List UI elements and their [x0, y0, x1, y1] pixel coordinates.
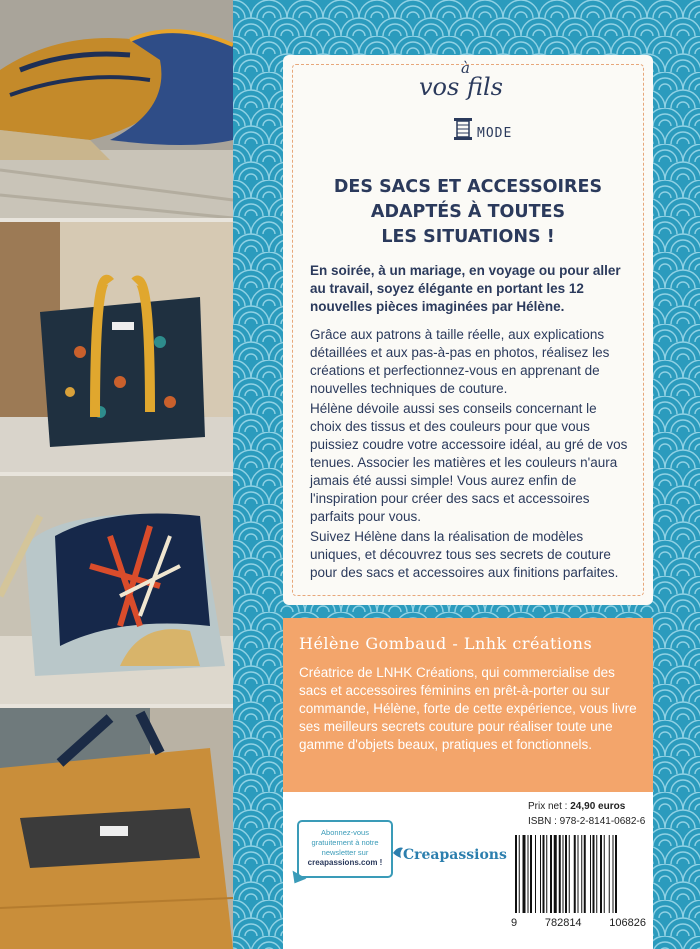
bird-icon: [393, 846, 403, 860]
newsletter-bubble: [297, 820, 393, 878]
newsletter-line1: Abonnez-vous: [321, 828, 369, 837]
price: [528, 801, 625, 812]
newsletter-site: creapassions.com !: [307, 858, 383, 867]
price-label: Prix net :: [528, 801, 571, 812]
photo-saddle-bag: [0, 476, 233, 704]
headline-line2: ADAPTÉS À TOUTES: [370, 202, 566, 222]
photo-clutch: [0, 0, 233, 218]
author-bio: Créatrice de LNHK Créations, qui commercialise des sacs et accessoires féminins en prêt-à-porter ou sur commande, Hélène, forte de cette expérience, vous livre ses meilleurs secrets couture pour réaliser toute une gamme d'objets beaux, pratiques et fonctionnels.: [299, 665, 637, 752]
logo-mode: MODE: [477, 126, 513, 141]
barcode-digits-left: 782814: [544, 917, 582, 929]
back-cover: [233, 0, 700, 949]
logo-a: à: [461, 59, 470, 77]
isbn: ISBN : 978-2-8141-0682-6: [528, 816, 646, 827]
photo-drawstring-bag: [0, 222, 233, 472]
headline-line1: DES SACS ET ACCESSOIRES: [333, 177, 603, 197]
barcode-number: [511, 917, 646, 929]
paragraph-advice: Hélène dévoile aussi ses conseils concernant le choix des tissus et des couleurs pour que vous puissiez coudre votre accessoire idéal, au gré de vos tenues. Associer les matières et les couleurs n'aura jamais été aussi simple! Vous aurez enfin de l'inspiration pour créer des sacs et accessoires parfaits pour vous.: [310, 401, 628, 524]
author-box: [283, 618, 653, 792]
publisher-logo: Creapassions: [403, 847, 507, 863]
logo-script: vos fils: [419, 73, 503, 101]
barcode: [511, 835, 646, 913]
series-logo: [283, 59, 653, 158]
back-footer: [283, 792, 653, 949]
headline-line3: LES SITUATIONS !: [381, 227, 555, 247]
photo-column: [0, 0, 233, 949]
spool-icon: [453, 117, 473, 141]
paragraph-follow: Suivez Hélène dans la réalisation de modèles uniques, et découvrez tous ses secrets de couture pour des sacs et accessoires aux finitions parfaites.: [310, 529, 619, 580]
headline: [308, 175, 628, 250]
price-currency: euros: [595, 801, 626, 812]
barcode-digits-right: 106826: [609, 917, 646, 929]
newsletter-line2: gratuitement à notre: [311, 838, 379, 847]
text-card: [283, 55, 653, 605]
photo-corduroy-bag: [0, 708, 233, 949]
price-value: 24,90: [570, 801, 596, 812]
newsletter-line3: newsletter sur: [321, 848, 369, 857]
author-name: Hélène Gombaud - Lnhk créations: [299, 634, 593, 653]
barcode-digit-lead: 9: [511, 917, 518, 929]
intro-paragraph: En soirée, à un mariage, en voyage ou pour aller au travail, soyez élégante en portant les 12 nouvelles pièces imaginées par Hélène.: [310, 263, 621, 314]
paragraph-patterns: Grâce aux patrons à taille réelle, aux explications détaillées et aux pas-à-pas en photos, réalisez les créations et perfectionnez-vous en apprenant de nouvelles techniques de couture.: [310, 327, 610, 396]
